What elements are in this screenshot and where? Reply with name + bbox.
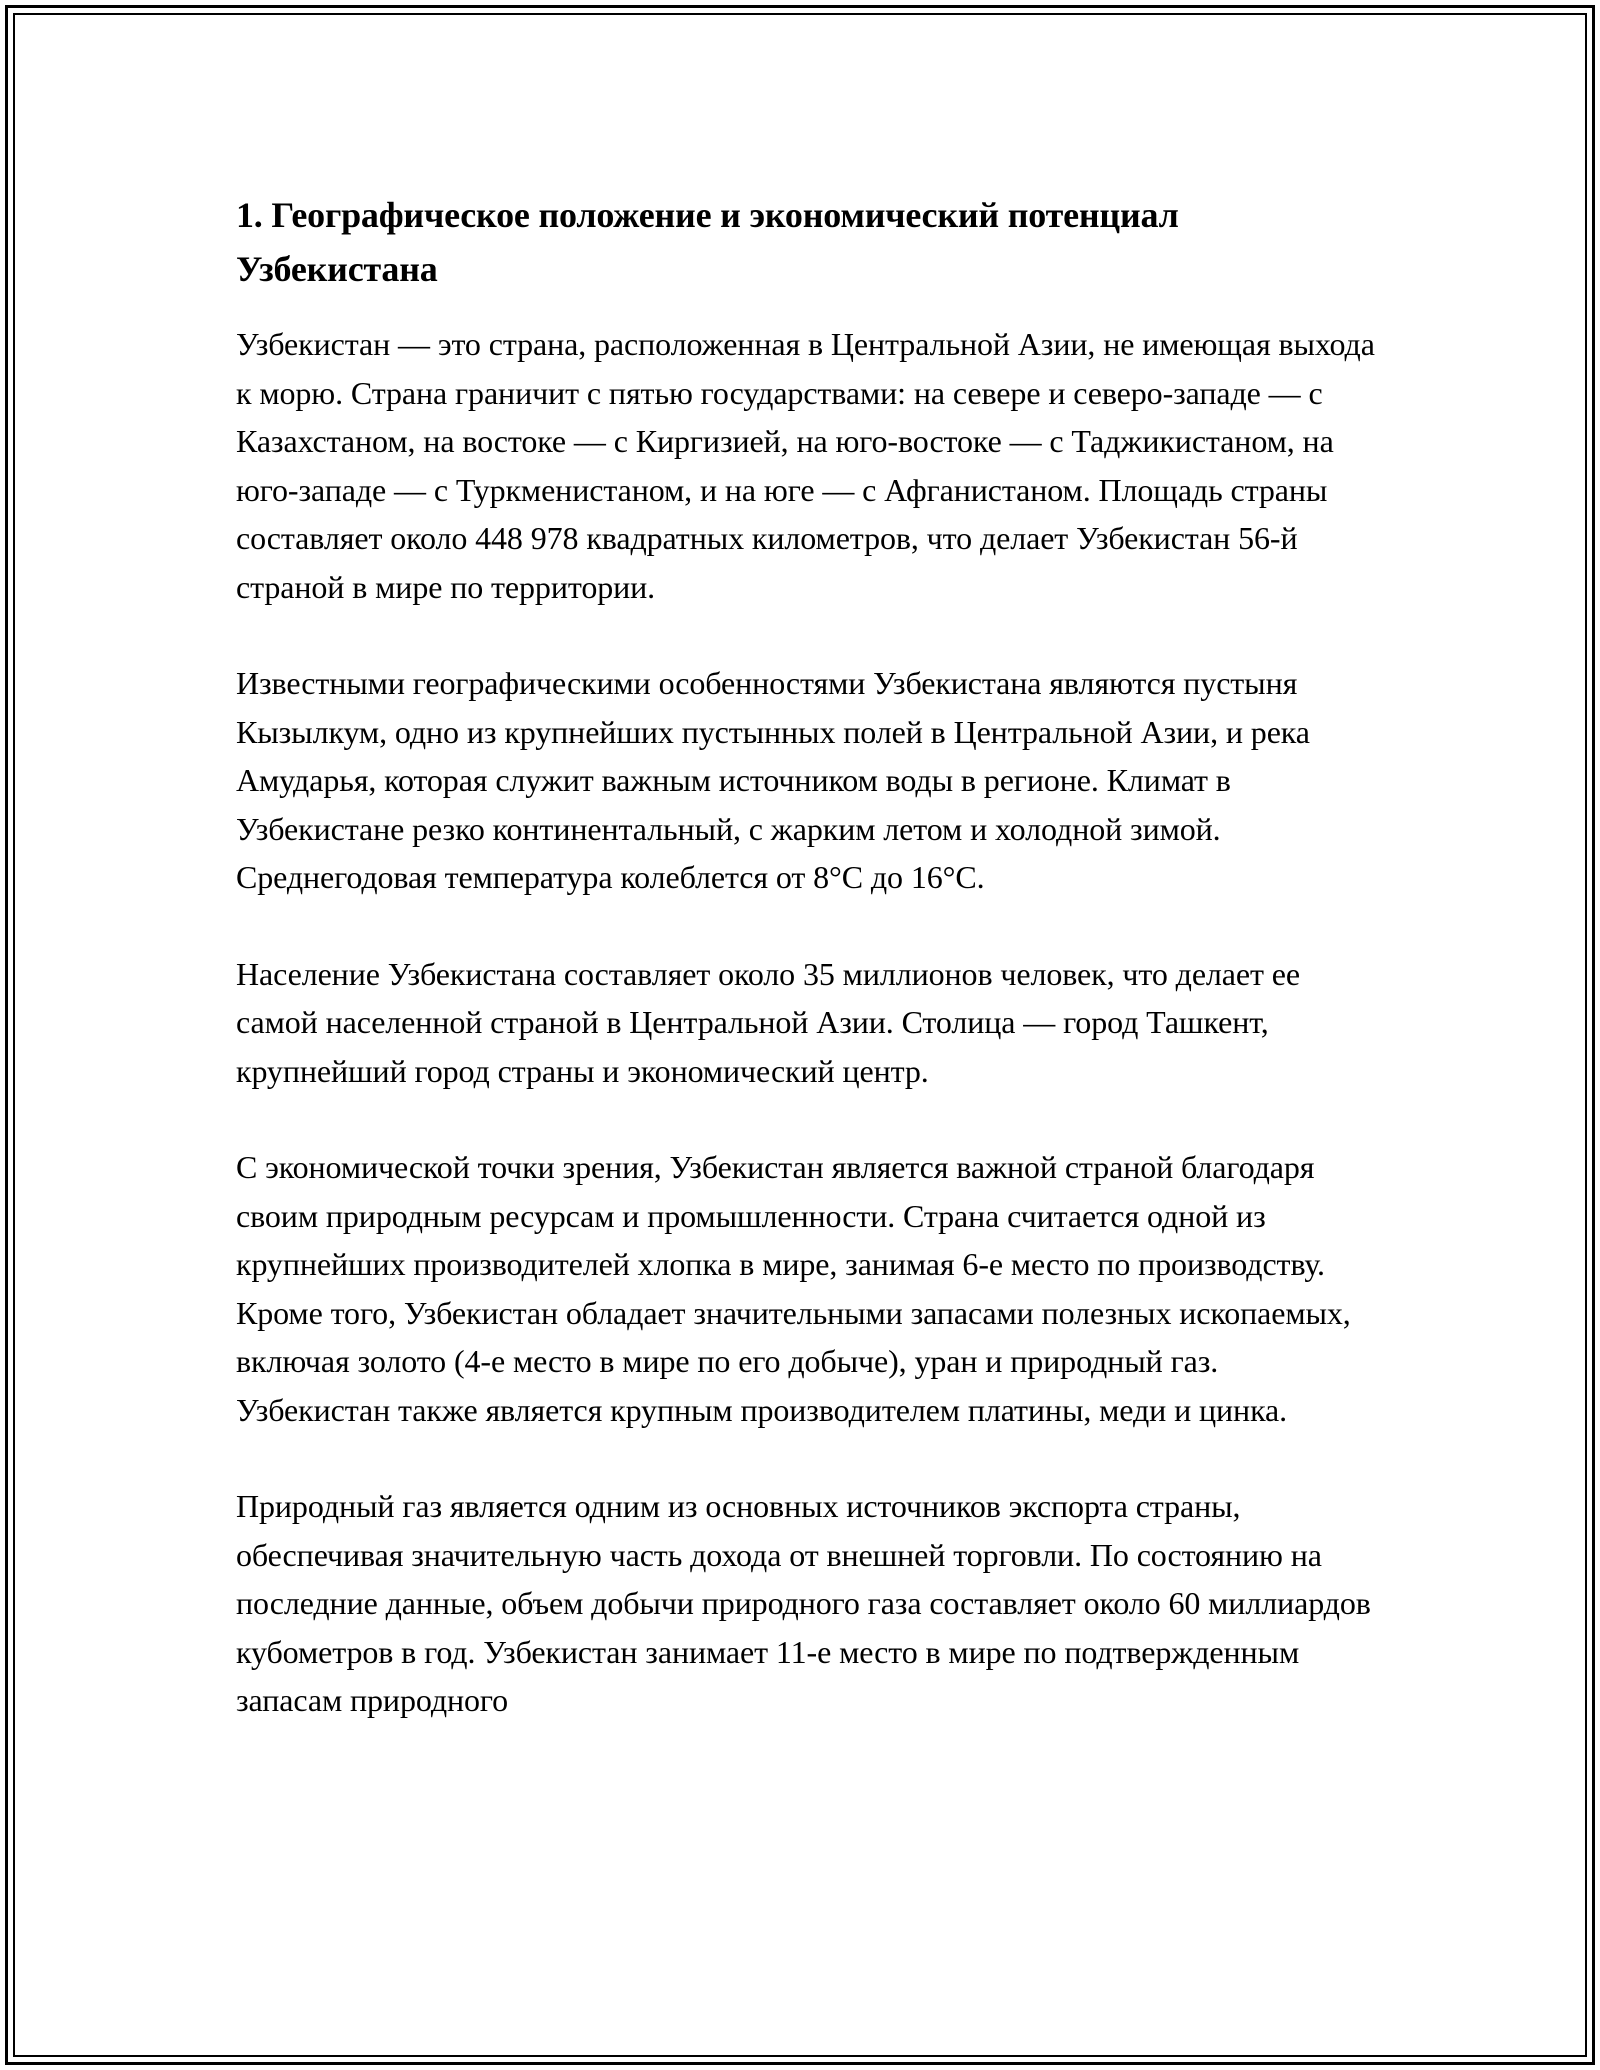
paragraph-natural-gas: Природный газ является одним из основных источников экспорта страны, обеспечивая значительную часть дохода от внешней торговли. По состоянию на последние данные, объем добычи природного газа составляет около 60 миллиардов кубометров в год. Узбекистан занимает 11-е место в мире по подтвержденным запасам природного <box>236 1488 1371 1718</box>
section-heading: 1. Географическое положение и экономический потенциал Узбекистана <box>236 195 1179 289</box>
document-body <box>236 188 1376 1725</box>
paragraph-geography: Узбекистан — это страна, расположенная в Центральной Азии, не имеющая выхода к морю. Страна граничит с пятью государствами: на севере и северо-западе — с Казахстаном, на востоке — с Киргизией, на юго-востоке — с Таджикистаном, на юго-западе — с Туркменистаном, и на юге — с Афганистаном. Площадь страны составляет около 448 978 квадратных километров, что делает Узбекистан 56-й страной в мире по территории. <box>236 326 1375 605</box>
paragraph-features-climate: Известными географическими особенностями Узбекистана являются пустыня Кызылкум, одно из крупнейших пустынных полей в Центральной Азии, и река Амударья, которая служит важным источником воды в регионе. Климат в Узбекистане резко континентальный, с жарким летом и холодной зимой. Среднегодовая температура колеблется от 8°C до 16°C. <box>236 665 1310 895</box>
paragraph-economy: С экономической точки зрения, Узбекистан является важной страной благодаря своим природным ресурсам и промышленности. Страна считается одной из крупнейших производителей хлопка в мире, занимая 6-е место по производству. Кроме того, Узбекистан обладает значительными запасами полезных ископаемых, включая золото (4-е место в мире по его добыче), уран и природный газ. Узбекистан также является крупным производителем платины, меди и цинка. <box>236 1149 1351 1428</box>
paragraph-population: Население Узбекистана составляет около 35 миллионов человек, что делает ее самой населенной страной в Центральной Азии. Столица — город Ташкент, крупнейший город страны и экономический центр. <box>236 955 1300 1089</box>
